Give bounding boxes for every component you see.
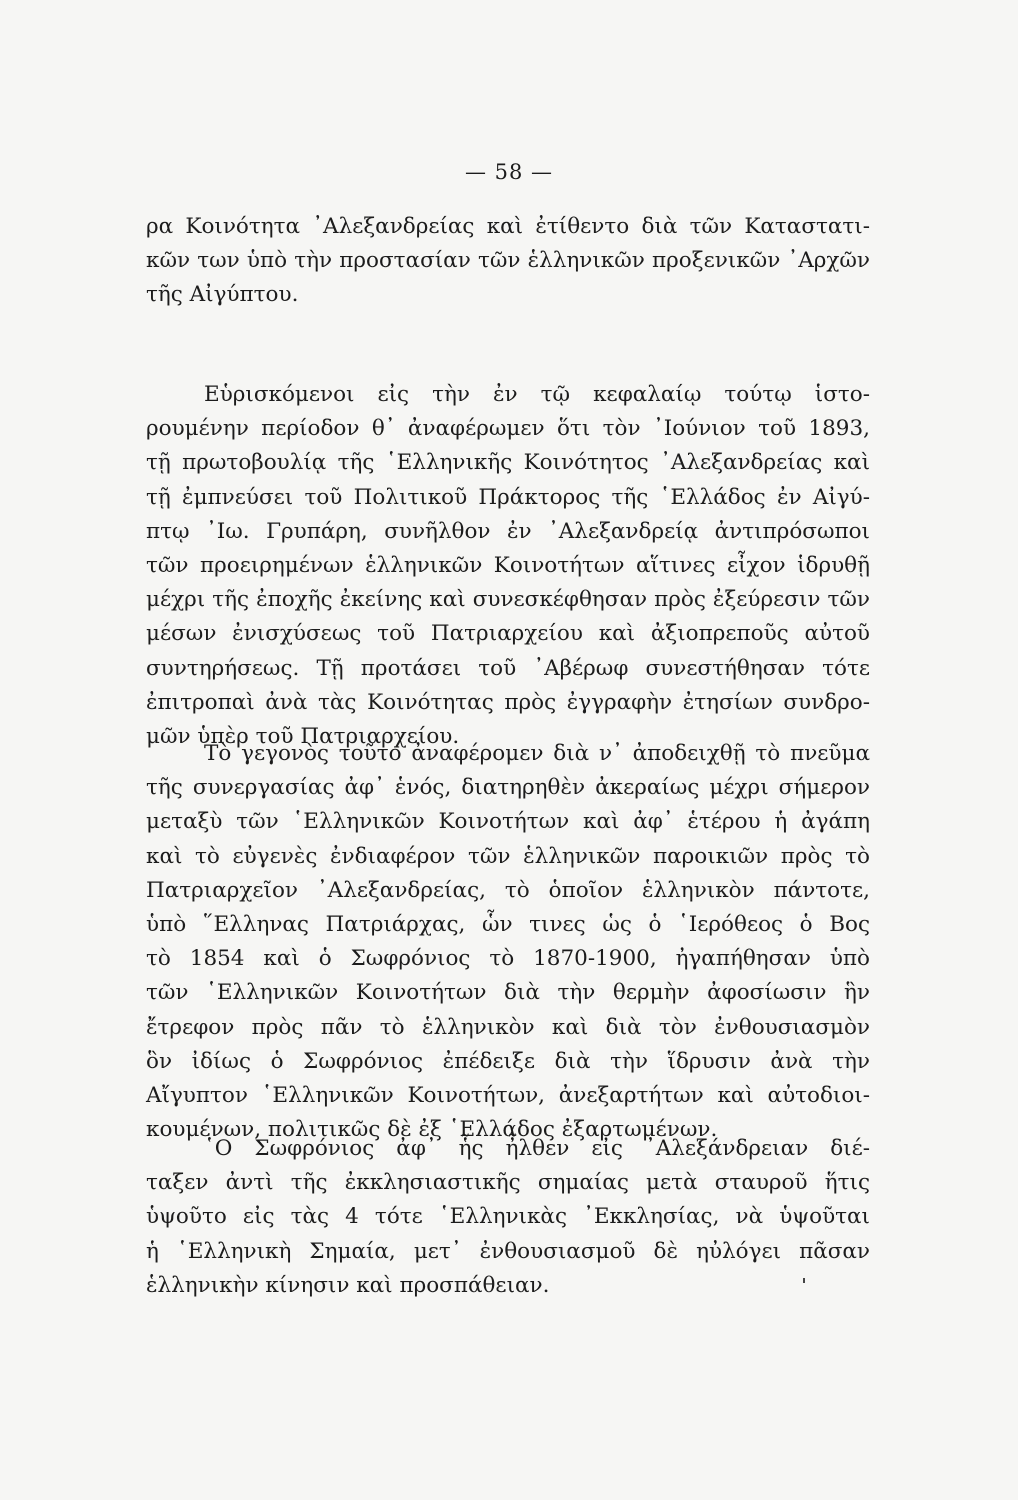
text-line: ἡ ῾Ελληνικὴ Σημαία, μετ᾽ ἐνθουσιασμοῦ δὲ ηὐλόγει πᾶσαν (146, 1238, 870, 1264)
text-line: τῆς Αἰγύπτου. (146, 282, 299, 308)
text-line: μῶν ὑπὲρ τοῦ Πατριαρχείου. (146, 723, 460, 749)
text-line: τῶν ῾Ελληνικῶν Κοινοτήτων διὰ τὴν θερμὴν ἀφοσίωσιν ἣν (146, 980, 870, 1006)
page-number: — 58 — (464, 160, 554, 184)
text-line: κῶν των ὑπὸ τὴν προστασίαν τῶν ἑλληνικῶν προξενικῶν ᾽Αρχῶν (146, 248, 870, 274)
text-line: ἔτρεφον πρὸς πᾶν τὸ ἑλληνικὸν καὶ διὰ τὸν ἐνθουσιασμὸν (146, 1014, 870, 1040)
paragraph-continuation (146, 210, 870, 313)
text-line: ρουμένην περίοδον θ᾽ ἀναφέρωμεν ὅτι τὸν ᾽Ιούνιον τοῦ 1893, (146, 416, 870, 442)
print-speck (803, 1278, 805, 1283)
paragraph-sophronios-flag (146, 1132, 870, 1303)
text-line: τῇ πρωτοβουλίᾳ τῆς ῾Ελληνικῆς Κοινότητος ᾽Αλεξανδρείας καὶ (146, 450, 870, 476)
text-line: Εὑρισκόμενοι εἰς τὴν ἐν τῷ κεφαλαίῳ τούτῳ ἱστο- (204, 382, 870, 407)
text-line: πτῳ ᾽Ιω. Γρυπάρη, συνῆλθον ἐν ᾽Αλεξανδρείᾳ ἀντιπρόσωποι (146, 518, 870, 544)
paragraph-cooperation-spirit (146, 737, 870, 1147)
text-line: κουμένων, πολιτικῶς δὲ ἐξ ῾Ελλάδος ἐξαρτωμένων. (146, 1117, 718, 1143)
text-line: τῆς συνεργασίας ἀφ᾽ ἑνός, διατηρηθὲν ἀκεραίως μέχρι σήμερον (146, 775, 870, 801)
text-line: Αἴγυπτον ῾Ελληνικῶν Κοινοτήτων, ἀνεξαρτήτων καὶ αὐτοδιοι- (146, 1082, 870, 1108)
text-line: ὑπὸ ῞Ελληνας Πατριάρχας, ὧν τινες ὡς ὁ ῾Ιερόθεος ὁ Βος (146, 911, 870, 937)
text-line: μεταξὺ τῶν ῾Ελληνικῶν Κοινοτήτων καὶ ἀφ᾽ ἑτέρου ἡ ἀγάπη (146, 809, 870, 835)
text-line: συντηρήσεως. Τῇ προτάσει τοῦ ᾽Αβέρωφ συνεστήθησαν τότε (146, 655, 870, 681)
text-line: Πατριαρχεῖον ᾽Αλεξανδρείας, τὸ ὁποῖον ἑλληνικὸν πάντοτε, (146, 877, 870, 903)
text-line: Τὸ γεγονὸς τοῦτο ἀναφέρομεν διὰ ν᾽ ἀποδειχθῇ τὸ πνεῦμα (204, 741, 870, 766)
text-line: ὑψοῦτο εἰς τὰς 4 τότε ῾Ελληνικὰς ᾽Εκκλησίας, νὰ ὑψοῦται (146, 1204, 870, 1230)
text-line: τῶν προειρημένων ἑλληνικῶν Κοινοτήτων αἵτινες εἶχον ἱδρυθῇ (146, 552, 870, 578)
text-line: ῾Ο Σωφρόνιος ἀφ᾽ ἧς ἦλθεν εἰς ᾽Αλεξάνδρειαν διέ- (204, 1136, 870, 1161)
text-line: ὃν ἰδίως ὁ Σωφρόνιος ἐπέδειξε διὰ τὴν ἵδρυσιν ἀνὰ τὴν (146, 1048, 870, 1074)
text-line: ἐπιτροπαὶ ἀνὰ τὰς Κοινότητας πρὸς ἐγγραφὴν ἐτησίων συνδρο- (146, 689, 870, 715)
text-line: μέσων ἐνισχύσεως τοῦ Πατριαρχείου καὶ ἀξιοπρεποῦς αὐτοῦ (146, 621, 870, 647)
text-line: τὸ 1854 καὶ ὁ Σωφρόνιος τὸ 1870-1900, ἠγαπήθησαν ὑπὸ (146, 946, 870, 972)
text-line: ρα Κοινότητα ᾽Αλεξανδρείας καὶ ἐτίθεντο διὰ τῶν Καταστατι- (146, 214, 870, 239)
text-line: τῇ ἐμπνεύσει τοῦ Πολιτικοῦ Πράκτορος τῆς ῾Ελλάδος ἐν Αἰγύ- (146, 484, 870, 510)
text-line: ἑλληνικὴν κίνησιν καὶ προσπάθειαν. (146, 1272, 550, 1298)
text-line: ταξεν ἀντὶ τῆς ἐκκλησιαστικῆς σημαίας μετὰ σταυροῦ ἥτις (146, 1170, 870, 1196)
text-line: μέχρι τῆς ἐποχῆς ἐκείνης καὶ συνεσκέφθησαν πρὸς ἐξεύρεσιν τῶν (146, 587, 870, 613)
paragraph-conference-1893 (146, 378, 870, 754)
text-line: καὶ τὸ εὐγενὲς ἐνδιαφέρον τῶν ἑλληνικῶν παροικιῶν πρὸς τὸ (146, 843, 870, 869)
